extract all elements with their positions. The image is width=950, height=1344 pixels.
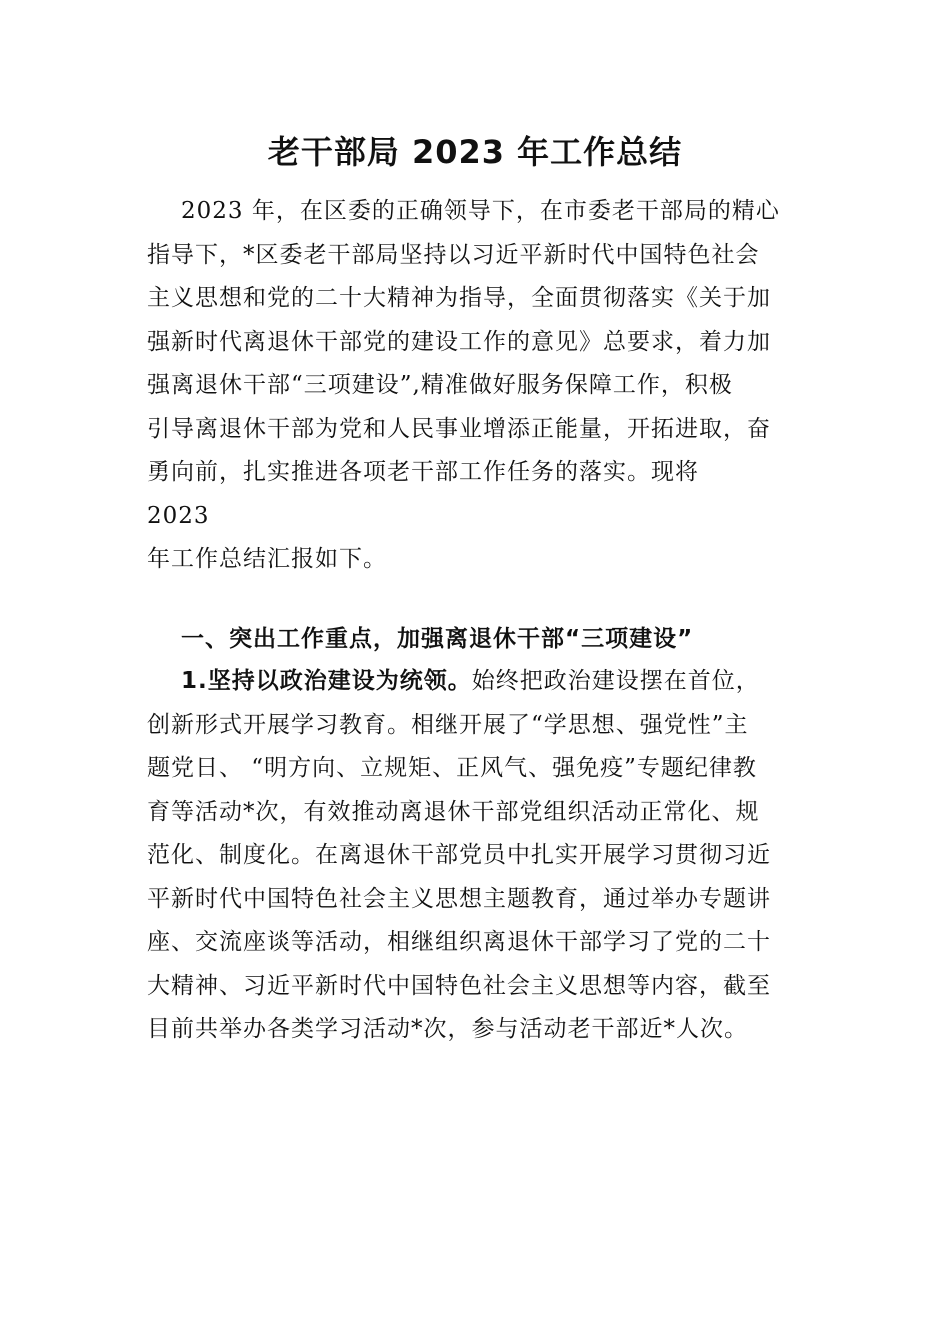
- intro-line: 年工作总结汇报如下。: [147, 546, 387, 572]
- document-title: 老干部局 2023 年工作总结: [267, 133, 683, 171]
- item-1-line: 目前共举办各类学习活动*次，参与活动老干部近*人次。: [147, 1016, 748, 1042]
- item-1-first-line: [147, 660, 807, 704]
- item-1-line: 大精神、习近平新时代中国特色社会主义思想等内容，截至: [147, 972, 771, 999]
- intro-line: 2023 年，在区委的正确领导下，在市委老干部局的精心: [181, 198, 780, 224]
- item-1-line: 始终把政治建设摆在首位，: [471, 668, 760, 694]
- intro-line: 强离退休干部“三项建设”,精准做好服务保障工作，积极: [147, 372, 733, 398]
- item-1-line: 范化、制度化。在离退休干部党员中扎实开展学习贯彻习近: [147, 842, 771, 868]
- item-1-line: 育等活动*次，有效推动离退休干部党组织活动正常化、规: [147, 798, 760, 825]
- item-1-line: 创新形式开展学习教育。相继开展了“学思想、强党性”主: [147, 711, 749, 738]
- intro-line: 2023: [147, 502, 210, 529]
- item-1-line: 平新时代中国特色社会主义思想主题教育，通过举办专题讲: [147, 885, 771, 912]
- intro-paragraph: [147, 190, 807, 582]
- item-1-paragraph: [147, 660, 807, 1052]
- intro-line: 勇向前，扎实推进各项老干部工作任务的落实。现将: [147, 459, 699, 485]
- intro-line: 强新时代离退休干部党的建设工作的意见》总要求，着力加: [147, 328, 771, 355]
- item-1-line: 题党日、 “明方向、立规矩、正风气、强免疫”专题纪律教: [147, 755, 757, 781]
- intro-line: 主义思想和党的二十大精神为指导，全面贯彻落实《关于加: [147, 285, 771, 311]
- intro-line: 指导下，*区委老干部局坚持以习近平新时代中国特色社会: [147, 241, 760, 268]
- item-1-line: 座、交流座谈等活动，相继组织离退休干部学习了党的二十: [147, 929, 771, 955]
- section-heading-1: 一、突出工作重点，加强离退休干部“三项建设”: [181, 626, 694, 652]
- intro-line: 引导离退休干部为党和人民事业增添正能量，开拓进取，奋: [147, 415, 771, 442]
- item-1-lead: 1.坚持以政治建设为统领。: [181, 668, 472, 694]
